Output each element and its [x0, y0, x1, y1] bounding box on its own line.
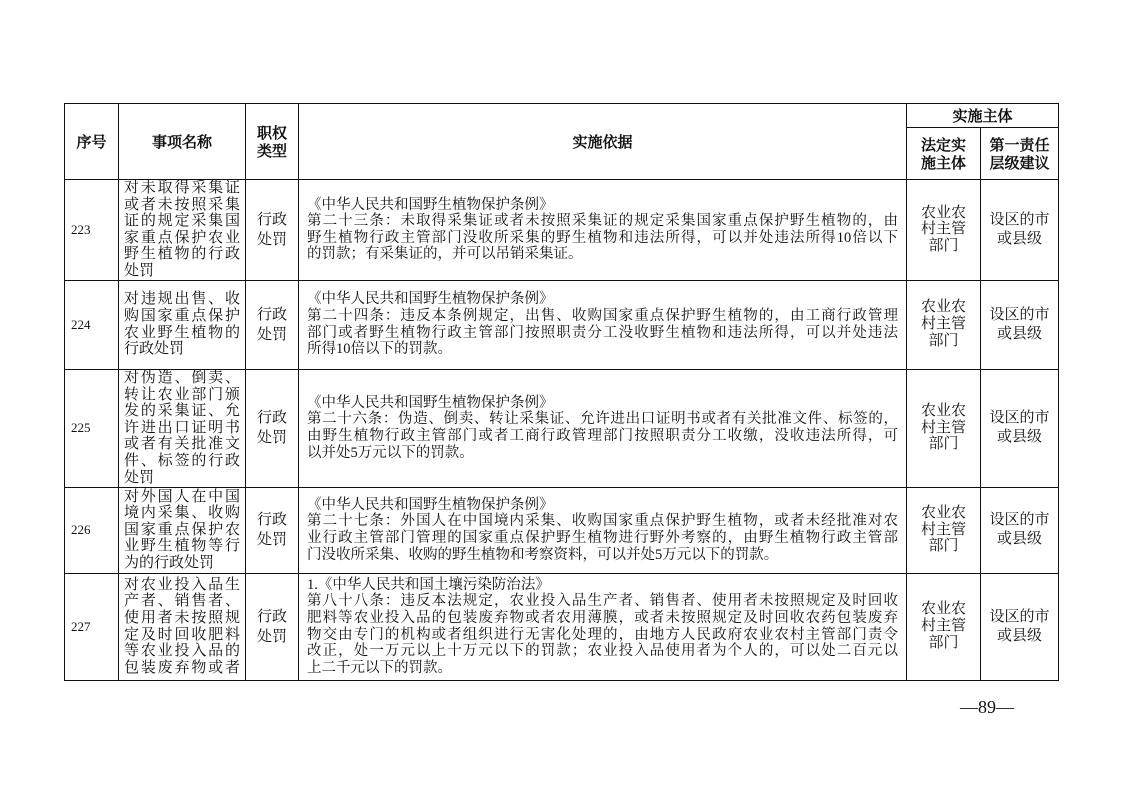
legal-body-line: 农业农: [920, 299, 966, 316]
basis-line: 肥料等农业投入品的包装废弃物或者农用薄膜，或者未按照规定及时回收农药包装废弃: [307, 609, 898, 626]
legal-body-line: 村主管: [920, 521, 966, 538]
basis-line: 第二十七条：外国人在中国境内采集、收购国家重点保护野生植物，或者未经批准对农: [307, 513, 898, 530]
basis-cell: [299, 487, 907, 573]
authority-type-cell: [246, 487, 299, 573]
authority-type-cell: [246, 369, 299, 487]
header-implementing-body: 实施主体: [907, 104, 1059, 128]
item-name-line: 使用者未按照规: [124, 609, 240, 626]
item-name-line: 证的规定采集国: [124, 213, 240, 230]
legal-body-cell: [907, 280, 981, 369]
first-level-cell: [981, 280, 1059, 369]
item-name-cell: [119, 487, 246, 573]
header-authority-type-line: 职权: [256, 123, 287, 142]
table-row: [65, 180, 1059, 281]
legal-body-line: 村主管: [920, 316, 966, 333]
header-legal-body-line: 法定实: [920, 135, 966, 154]
table-row: [65, 573, 1059, 680]
item-name-line: 对伪造、倒卖、: [124, 369, 240, 386]
item-name-cell: [119, 369, 246, 487]
item-name-line: 购国家重点保护: [124, 307, 240, 324]
basis-cell: [299, 369, 907, 487]
item-name-line: 对农业投入品生: [124, 576, 240, 593]
item-name-line: 处罚: [124, 262, 155, 279]
legal-body-cell: [907, 369, 981, 487]
item-name-line: 野生植物的行政: [124, 246, 240, 263]
basis-line: 所得10倍以下的罚款。: [307, 341, 452, 358]
legal-body-line: 农业农: [920, 402, 966, 419]
legal-body-cell: [907, 487, 981, 573]
first-level-line: 或县级: [997, 230, 1043, 247]
item-name-cell: [119, 280, 246, 369]
item-name-line: 包装废弃物或者: [124, 659, 240, 676]
table-row: [65, 280, 1059, 369]
authority-type-line: 行政: [256, 211, 287, 228]
index-cell: 227: [65, 573, 119, 680]
header-legal-body-line: 施主体: [920, 153, 966, 172]
legal-body-line: 部门: [928, 332, 959, 349]
table-row: [65, 487, 1059, 573]
authority-type-line: 行政: [256, 512, 287, 529]
page-number: —89—: [960, 697, 1014, 717]
index-cell: 226: [65, 487, 119, 573]
item-name-line: 农业野生植物的: [124, 324, 240, 341]
authority-type-cell: [246, 573, 299, 680]
basis-title: 《中华人民共和国野生植物保护条例》: [307, 291, 554, 308]
basis-cell: [299, 180, 907, 281]
first-level-line: 或县级: [997, 325, 1043, 342]
first-level-cell: [981, 573, 1059, 680]
basis-line: 第二十三条：未取得采集证或者未按照采集证的规定采集国家重点保护野生植物的，由: [307, 213, 898, 230]
first-level-cell: [981, 369, 1059, 487]
basis-title: 《中华人民共和国野生植物保护条例》: [307, 196, 554, 213]
legal-body-line: 部门: [928, 238, 959, 255]
authority-type-line: 行政: [256, 410, 287, 427]
authority-type-cell: [246, 180, 299, 281]
basis-line: 门没收所采集、收购的野生植物和考察资料，可以并处5万元以下的罚款。: [307, 546, 779, 563]
item-name-line: 国家重点保护农: [124, 521, 240, 538]
legal-body-line: 农业农: [920, 204, 966, 221]
header-first-level-line: 层级建议: [989, 153, 1050, 172]
first-level-line: 设区的市: [989, 512, 1050, 529]
basis-title: 1.《中华人民共和国土壤污染防治法》: [307, 576, 550, 593]
item-name-line: 为的行政处罚: [124, 554, 215, 571]
first-level-line: 或县级: [997, 429, 1043, 446]
basis-line: 物交由专门的机构或者组织进行无害化处理的，由地方人民政府农业农村主管部门责令: [307, 626, 898, 643]
basis-line: 部门或者野生植物行政主管部门按照职责分工没收野生植物和违法所得，可以并处违法: [307, 324, 898, 341]
basis-line: 业行政主管部门管理的国家重点保护野生植物进行野外考察的，由野生植物行政主管部: [307, 530, 898, 547]
header-basis: 实施依据: [299, 104, 907, 180]
index-cell: 223: [65, 180, 119, 281]
first-level-line: 或县级: [997, 531, 1043, 548]
header-authority-type: [246, 104, 299, 180]
first-level-line: 设区的市: [989, 410, 1050, 427]
basis-title: 《中华人民共和国野生植物保护条例》: [307, 394, 554, 411]
index-cell: 225: [65, 369, 119, 487]
item-name-line: 业野生植物等行: [124, 538, 240, 555]
basis-cell: [299, 280, 907, 369]
authority-type-line: 行政: [256, 608, 287, 625]
header-row: [65, 104, 1059, 128]
item-name-line: 发的采集证、允: [124, 403, 240, 420]
header-first-level-line: 第一责任: [989, 135, 1050, 154]
authority-type-line: 行政: [256, 306, 287, 323]
basis-title: 《中华人民共和国野生植物保护条例》: [307, 496, 554, 513]
header-index: 序号: [65, 104, 119, 180]
authority-type-line: 处罚: [256, 430, 287, 447]
item-name-line: 处罚: [124, 469, 155, 486]
item-name-line: 件、标签的行政: [124, 452, 240, 469]
item-name-line: 行政处罚: [124, 341, 185, 358]
item-name-line: 境内采集、收购: [124, 505, 240, 522]
authority-type-line: 处罚: [256, 231, 287, 248]
legal-body-line: 村主管: [920, 221, 966, 238]
basis-line: 第八十八条：违反本法规定，农业投入品生产者、销售者、使用者未按照规定及时回收: [307, 593, 898, 610]
first-level-line: 设区的市: [989, 211, 1050, 228]
item-name-cell: [119, 573, 246, 680]
legal-body-line: 部门: [928, 634, 959, 651]
header-item-name: 事项名称: [119, 104, 246, 180]
first-level-line: 或县级: [997, 627, 1043, 644]
item-name-line: 对未取得采集证: [124, 180, 240, 196]
basis-line: 第二十四条：违反本条例规定，出售、收购国家重点保护野生植物的，由工商行政管理: [307, 307, 898, 324]
first-level-line: 设区的市: [989, 608, 1050, 625]
basis-line: 上二千元以下的罚款。: [307, 659, 452, 676]
legal-body-cell: [907, 573, 981, 680]
item-name-line: 对违规出售、收: [124, 291, 240, 308]
basis-line: 由野生植物行政主管部门或者工商行政管理部门按照职责分工收缴，没收违法所得，可: [307, 428, 898, 445]
header-authority-type-line: 类型: [256, 141, 287, 160]
legal-body-line: 村主管: [920, 618, 966, 635]
index-cell: 224: [65, 280, 119, 369]
item-name-line: 或者有关批准文: [124, 436, 240, 453]
header-first-level: [981, 128, 1059, 180]
first-level-cell: [981, 180, 1059, 281]
basis-line: 以并处5万元以下的罚款。: [307, 444, 474, 461]
item-name-line: 转让农业部门颁: [124, 386, 240, 403]
item-name-line: 或者未按照采集: [124, 196, 240, 213]
item-name-line: 定及时回收肥料: [124, 626, 240, 643]
authority-type-cell: [246, 280, 299, 369]
basis-line: 野生植物行政主管部门没收所采集的野生植物和违法所得，可以并处违法所得10倍以下: [307, 229, 898, 246]
basis-line: 第二十六条：伪造、倒卖、转让采集证、允许进出口证明书或者有关批准文件、标签的，: [307, 411, 898, 428]
item-name-line: 产者、销售者、: [124, 593, 240, 610]
enforcement-items-table: [64, 103, 1059, 681]
legal-body-line: 农业农: [920, 601, 966, 618]
table-row: [65, 369, 1059, 487]
legal-body-line: 部门: [928, 436, 959, 453]
legal-body-line: 部门: [928, 538, 959, 555]
authority-type-line: 处罚: [256, 628, 287, 645]
authority-type-line: 处罚: [256, 532, 287, 549]
authority-type-line: 处罚: [256, 326, 287, 343]
legal-body-line: 农业农: [920, 504, 966, 521]
basis-line: 改正，处一万元以上十万元以下的罚款；农业投入品使用者为个人的，可以处二百元以: [307, 643, 898, 660]
legal-body-line: 村主管: [920, 419, 966, 436]
item-name-line: 对外国人在中国: [124, 488, 240, 505]
item-name-cell: [119, 180, 246, 281]
item-name-line: 许进出口证明书: [124, 419, 240, 436]
item-name-line: 家重点保护农业: [124, 229, 240, 246]
first-level-line: 设区的市: [989, 306, 1050, 323]
item-name-line: 等农业投入品的: [124, 643, 240, 660]
basis-line: 的罚款；有采集证的，并可以吊销采集证。: [307, 246, 583, 263]
first-level-cell: [981, 487, 1059, 573]
basis-cell: [299, 573, 907, 680]
header-legal-body: [907, 128, 981, 180]
legal-body-cell: [907, 180, 981, 281]
